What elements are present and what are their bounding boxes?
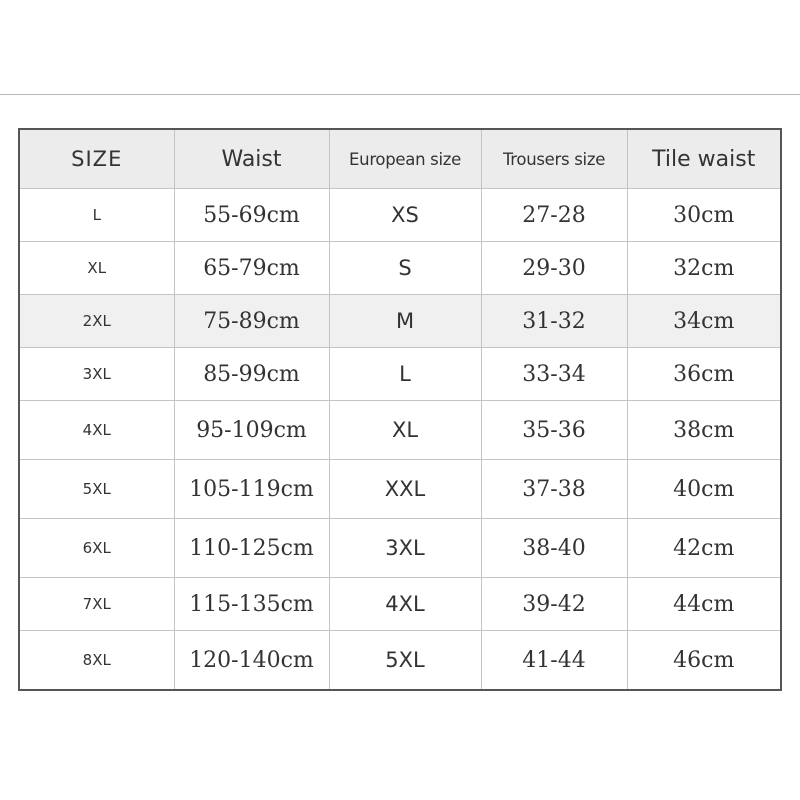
table-row [19,348,781,401]
table-row [19,519,781,578]
cell-european-size: S [329,242,481,295]
cell-size: L [19,189,174,242]
cell-size: 6XL [19,519,174,578]
table-row [19,242,781,295]
cell-european-size: M [329,295,481,348]
table-row [19,401,781,460]
header-waist: Waist [174,129,329,189]
cell-waist: 75-89cm [174,295,329,348]
top-divider-line [0,94,800,95]
cell-tile-waist: 34cm [627,295,781,348]
cell-tile-waist: 42cm [627,519,781,578]
cell-size: 2XL [19,295,174,348]
cell-european-size: L [329,348,481,401]
cell-size: 7XL [19,578,174,631]
cell-tile-waist: 36cm [627,348,781,401]
header-european-size: European size [329,129,481,189]
table-row [19,295,781,348]
cell-waist: 55-69cm [174,189,329,242]
cell-waist: 110-125cm [174,519,329,578]
cell-tile-waist: 46cm [627,631,781,691]
cell-european-size: XL [329,401,481,460]
table-row [19,189,781,242]
cell-waist: 95-109cm [174,401,329,460]
cell-waist: 105-119cm [174,460,329,519]
cell-waist: 65-79cm [174,242,329,295]
cell-tile-waist: 44cm [627,578,781,631]
cell-size: 3XL [19,348,174,401]
cell-tile-waist: 30cm [627,189,781,242]
cell-waist: 85-99cm [174,348,329,401]
header-trousers-size: Trousers size [481,129,627,189]
cell-trousers-size: 33-34 [481,348,627,401]
cell-tile-waist: 40cm [627,460,781,519]
table-row [19,631,781,691]
table-row [19,578,781,631]
cell-european-size: XXL [329,460,481,519]
cell-tile-waist: 32cm [627,242,781,295]
header-size: SIZE [19,129,174,189]
cell-waist: 120-140cm [174,631,329,691]
cell-tile-waist: 38cm [627,401,781,460]
cell-trousers-size: 41-44 [481,631,627,691]
cell-trousers-size: 37-38 [481,460,627,519]
cell-size: 4XL [19,401,174,460]
cell-trousers-size: 35-36 [481,401,627,460]
cell-european-size: 4XL [329,578,481,631]
cell-trousers-size: 29-30 [481,242,627,295]
size-chart-table [18,128,782,691]
cell-european-size: 5XL [329,631,481,691]
cell-european-size: 3XL [329,519,481,578]
cell-size: XL [19,242,174,295]
header-tile-waist: Tile waist [627,129,781,189]
cell-trousers-size: 39-42 [481,578,627,631]
table-row [19,460,781,519]
cell-size: 5XL [19,460,174,519]
cell-waist: 115-135cm [174,578,329,631]
cell-trousers-size: 31-32 [481,295,627,348]
cell-trousers-size: 38-40 [481,519,627,578]
cell-size: 8XL [19,631,174,691]
cell-european-size: XS [329,189,481,242]
cell-trousers-size: 27-28 [481,189,627,242]
table-header-row [19,129,781,189]
